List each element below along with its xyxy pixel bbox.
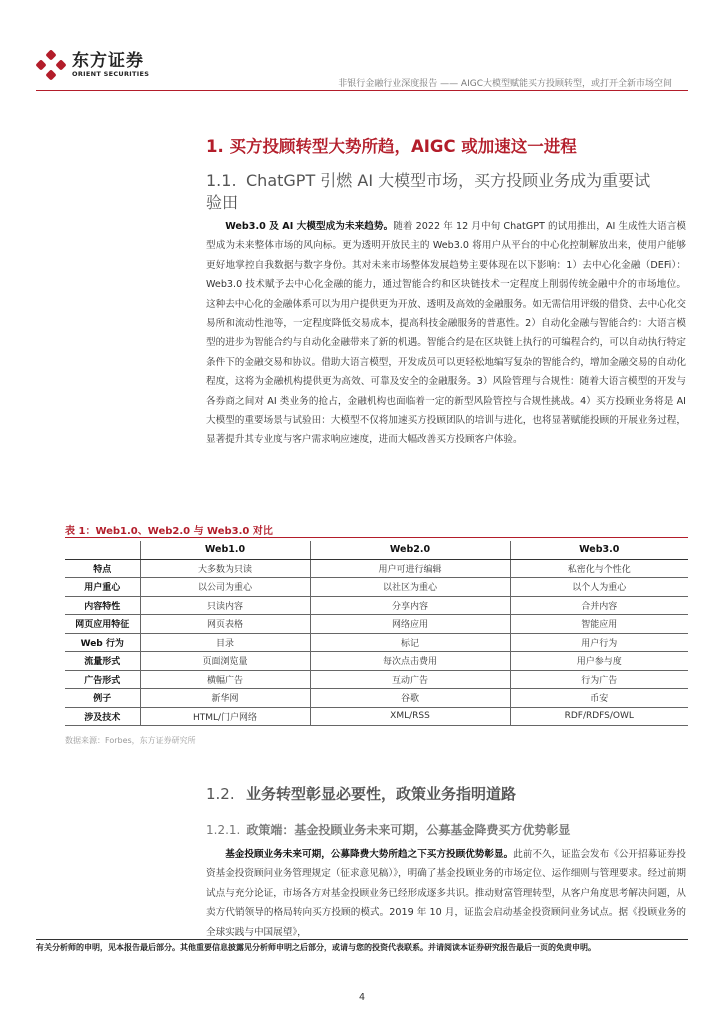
report-title: 非银行金融行业深度报告 —— AIGC大模型赋能买方投顾转型，或打开全新市场空间 [338, 79, 672, 89]
paragraph-fund-advisory [206, 845, 686, 942]
page-number: 4 [358, 992, 366, 1003]
table-cell: 币安 [510, 689, 688, 708]
row-label: 涉及技术 [65, 707, 140, 726]
table-cell: 以个人为重心 [510, 578, 688, 597]
header-divider [36, 90, 688, 91]
table-row [65, 615, 688, 634]
table-cell: 智能应用 [510, 615, 688, 634]
row-label: 流量形式 [65, 652, 140, 671]
row-label: 特点 [65, 559, 140, 578]
subsubsection-title: 政策端：基金投顾业务未来可期，公募基金降费买方优势彰显 [246, 823, 571, 837]
table-header-cell [65, 541, 140, 559]
paragraph-lead: Web3.0 及 AI 大模型成为未来趋势。 [225, 221, 394, 232]
table-header-cell: Web1.0 [140, 541, 310, 559]
company-logo [36, 50, 149, 80]
table-cell: 大多数为只读 [140, 559, 310, 578]
table-header-cell: Web2.0 [310, 541, 510, 559]
row-label: 用户重心 [65, 578, 140, 597]
table-cell: XML/RSS [310, 707, 510, 726]
subsection-heading-1-2 [206, 783, 516, 804]
table-cell: 合并内容 [510, 596, 688, 615]
subsection-title: 业务转型彰显必要性，政策业务指明道路 [246, 785, 517, 803]
table-row [65, 652, 688, 671]
logo-english-name: ORIENT SECURITIES [72, 69, 150, 78]
table-row [65, 707, 688, 726]
paragraph-body: 随着 2022 年 12 月中旬 ChatGPT 的试用推出，AI 生成性大语言模型成为未来整体市场的风向标。更为透明开放民主的 Web3.0 将用户从平台的中心化控制解放出来，使用户能够更好地掌控自我数据与数字身份。其对未来市场整体发展趋势主要体现在以下影响：1）去中心化金融（DEFi）：Web3.0 技术赋予去中心化金融的能力，通过智能合约和区块链技术一定程度上削弱传统金融中介的市场地位。这种去中心化的金融体系可以为用户提供更为开放、透明及高效的金融服务。如无需信用评级的借贷、去中心化交易所和流动性池等，一定程度降低交易成本，提高科技金融服务的普惠性。2）自动化金融与智能合约：大语言模型的进步为智能合约与自动化金融带来了新的机遇。智能合约是在区块链上执行的可编程合约，可以自动执行特定条件下的金融交易和协议。借助大语言模型，开发成员可以更轻松地编写复杂的智能合约，增加金融交易的自动化程度，这将为金融机构提供更为高效、可靠及安全的金融服务。3）风险管理与合规性：随着大语言模型的开发与各券商之间对 AI 类业务的抢占，金融机构也面临着一定的新型风险管控与合规性挑战。4）买方投顾业务将是 AI 大模型的重要场景与试验田：大模型不仅将加速买方投顾团队的培训与进化，也将显著赋能投顾的开展业务过程，显著提升其专业度与客户需求响应速度，进而大幅改善买方投顾客户体验。 [206, 221, 686, 446]
table-cell: 网络应用 [310, 615, 510, 634]
table-cell: 分享内容 [310, 596, 510, 615]
table-cell: 网页表格 [140, 615, 310, 634]
table-cell: 横幅广告 [140, 670, 310, 689]
table-source: 数据来源：Forbes，东方证券研究所 [65, 736, 196, 745]
table-row [65, 559, 688, 578]
table-cell: RDF/RDFS/OWL [510, 707, 688, 726]
footer-divider [36, 939, 688, 940]
subsubsection-heading-1-2-1 [206, 821, 570, 838]
row-label: 广告形式 [65, 670, 140, 689]
table-cell: 谷歌 [310, 689, 510, 708]
table-cell: 私密化与个性化 [510, 559, 688, 578]
table-cell: HTML/门户网络 [140, 707, 310, 726]
table-row [65, 578, 688, 597]
comparison-table [65, 541, 688, 726]
row-label: 网页应用特征 [65, 615, 140, 634]
subsection-heading-1-1 [206, 170, 666, 214]
table-cell: 只读内容 [140, 596, 310, 615]
row-label: Web 行为 [65, 633, 140, 652]
logo-chinese-name: 东方证券 [72, 50, 144, 71]
paragraph-lead: 基金投顾业务未来可期，公募降费大势所趋之下买方投顾优势彰显。 [225, 849, 514, 860]
table-cell: 以公司为重心 [140, 578, 310, 597]
paragraph-body: 此前不久，证监会发布《公开招募证券投资基金投资顾问业务管理规定（征求意见稿）》，明确了基金投顾业务的市场定位、运作细则与管理要求。经过前期试点与充分论证，市场各方对基金投顾业务已经形成逐多共识。推动财富管理转型，从客户角度思考解决问题，从卖方代销领导的格局转向买方投顾的模式。2019 年 10 月，证监会启动基金投资顾问业务试点。据《投顾业务的全球实践与中国展望》， [206, 849, 687, 938]
subsection-number: 1.2. [206, 785, 235, 803]
table-cell: 页面浏览量 [140, 652, 310, 671]
table-row [65, 689, 688, 708]
table-caption: 表 1：Web1.0、Web2.0 与 Web3.0 对比 [65, 526, 273, 537]
table-cell: 每次点击费用 [310, 652, 510, 671]
table-row [65, 670, 688, 689]
table-cell: 互动广告 [310, 670, 510, 689]
subsubsection-number: 1.2.1. [206, 823, 241, 837]
table-cell: 目录 [140, 633, 310, 652]
table-cell: 新华网 [140, 689, 310, 708]
paragraph-web3 [206, 217, 686, 450]
caption-divider [65, 537, 688, 538]
table-header-cell: Web3.0 [510, 541, 688, 559]
table-cell: 用户可进行编辑 [310, 559, 510, 578]
table-cell: 用户参与度 [510, 652, 688, 671]
table-cell: 标记 [310, 633, 510, 652]
disclaimer: 有关分析师的申明，见本报告最后部分。其他重要信息披露见分析师申明之后部分，或请与您的投资代表联系。并请阅读本证券研究报告最后一页的免责申明。 [36, 943, 596, 952]
table-cell: 行为广告 [510, 670, 688, 689]
table-cell: 以社区为重心 [310, 578, 510, 597]
orient-logo-icon [36, 50, 66, 80]
section-heading-1: 1. 买方投顾转型大势所趋，AIGC 或加速这一进程 [206, 137, 577, 156]
subsection-title: ChatGPT 引燃 AI 大模型市场，买方投顾业务成为重要试验田 [206, 171, 651, 212]
table-header-row [65, 541, 688, 559]
subsection-number: 1.1. [206, 171, 237, 190]
table-row [65, 633, 688, 652]
table-cell: 用户行为 [510, 633, 688, 652]
table-row [65, 596, 688, 615]
row-label: 例子 [65, 689, 140, 708]
row-label: 内容特性 [65, 596, 140, 615]
